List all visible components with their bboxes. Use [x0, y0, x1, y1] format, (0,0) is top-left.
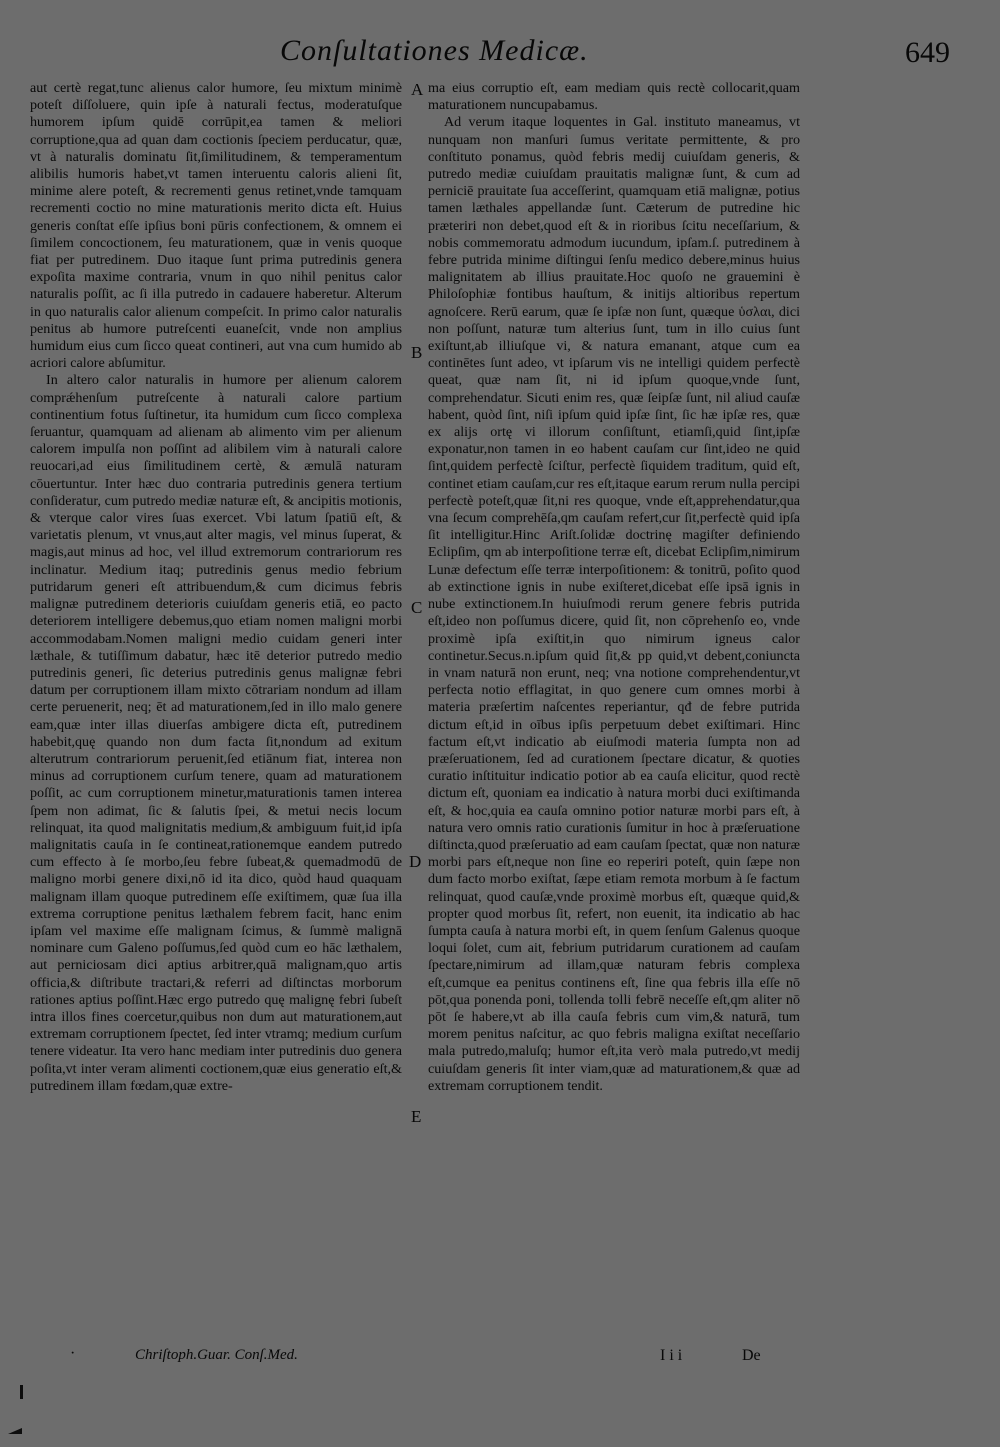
- signature-mark: I i i: [660, 1347, 683, 1364]
- margin-letter-c: C: [411, 598, 423, 617]
- ink-speck: [8, 1428, 22, 1434]
- right-column: [428, 80, 800, 1095]
- margin-letter-a: A: [411, 80, 424, 99]
- right-paragraph-1: ma eius corruptio eſt, eam mediam quis rectè collocarit,quam maturationem nuncupabamus.: [428, 80, 800, 114]
- right-paragraph-2: Ad verum itaque loquentes in Gal. instituto maneamus, vt nunquam non manſuri ſumus veritate permittente, & pro conſtituto ponamus, quòd febris medij cuiuſdam generis, & putredo mediæ cuiuſdam prauitatis malignæ ſunt, & cum ad perniciē prauitate ſua acceſſerint, quamquam etiā malignæ, potius tamen læthales appellandæ ſunt. Cæterum de putredine hic præteriri non debet,quod eſt & in rioribus ſcitu neceſſarium, & nobis commemoratu admodum iucundum, ipſam.ſ. putredinem à febre putrida minime diſtingui ſenſu medico debere,minus huius malignitatem ab illius prauitate.Hoc quoſo ne grauemini è Philoſophiæ fontibus hauſtum, & initijs altioribus repertum agnoſcere. Rerū earum, quæ ſe ipſæ non ſunt, quæque ὑσλαι, dici non poſſunt, naturæ tum alterius ſunt, tum in illo cuius ſunt exiſtunt,ab illiuſque vi, & natura emanant, atque cum ea continētes ſunt adeo, vt ipſarum vis ne intelligi quidem perfectè queat, quæ nam ſit, ni id ipſum quoque,vnde ſunt, comprehendatur. Sicuti enim res, quæ ſeipſæ ſunt, nil aliud cauſæ habent, quòd ſint, niſi ipſum quid ipſæ ſint, ſic hæ ipſæ res, quæ ex alijs ortę vi illorum conſiſtunt, etiamſi,quid ſint,ipſæ exponatur,non tamen in eo habent cauſam cur ſint,ideo ne quid ſint,quidem perfectè ſciſtur, perfectè ſiquidem traditum, quid eſt, continet etiam cauſam,cur res eſt,itaque earum rerum nulla percipi perfectè poteſt,quæ ſit,ni res quoque, vnde eſt,apprehendatur,qua vna ſecum comprehēſa,qm cauſam refert,cur ſit,perfectè quid ipſa ſit intelligitur.Hinc Ariſt.ſolidæ doctrinę magiſter definiendo Eclipſim, qm ab interpoſitione terræ eſt, dicebat Eclipſim,nimirum Lunæ defectum eſſe terræ interpoſitionem: & tonitrū, poſito quod ab extinctione ignis in nube exiſteret,dicebat eſſe ipsā ignis in nube extinctionem.In huiuſmodi rerum genere febris putrida eſt,ideo non poſſumus dicere, quid ſit, non cōprehenſo eo, vnde proximè ipſa exiſtit,in quo nimirum igneus calor continetur.Secus.n.ipſum quid ſit,& pp quid,vt debent,coniuncta in vnam naturā non erunt, neq; vna notione comprehendentur,vt perfecta notio efflagitat, in quo genere cum omnes morbi à materia præſertim naſcentes reperiantur, qđ de febre putrida dictum eſt,id in oībus ipſis perpetuum debet exiſtimari. Hinc factum eſt,vt indicatio ab eiuſmodi materia ſumpta non ad præſeruationem, ſed ad curationem ſpectare dicatur, & quoties curatio inſtituitur indicatio potior ab ea cauſa elicitur, quod rectè dictum eſt, quoniam ea indicatio à natura morbi duci exiſtimanda eſt, & hoc,quia ea cauſa omnino potior naturæ morbi pars eſt, à natura vero omnis ratio curationis ſumitur in hoc à præſeruatione diſtincta,quod præſeruatio ad eam cauſam ſpectat, quæ non naturæ morbi pars eſt,neque non ſine eo reperiri poteſt, quin ſæpe non dum facto morbo exiſtat, ſæpe etiam remota morbum à ſe factum relinquat, quod cauſæ,vnde proximè morbus eſt, quæque quid,& propter quod morbus ſit, refert, non euenit, ita indicatio ab hac ſumpta cauſa à natura morbi eſt, in quem ſenſum Galenus quoque loqui ſolet, cum ait, febrium putridarum curationem ad cauſam ſpectare,nimirum ad illam,quæ naturam febris complexa eſt,cumque ea penitus continens eſt, ſine qua febris illa eſſe nō pōt,qua ponenda poni, tollenda tolli febrē neceſſe eſt,qm aliter nō pōt ſe habere,vt ab illa cauſa febris cum vim,& naturā, tum morem penitus naſcitur, ac quo febris maligna exiſtat neceſſario mala putredo,maluſq; humor eſt,ita verò mala putredo,vt medij cuiuſdam generis ſit inter viam,quæ ad maturationem,& quæ ad extremam corruptionem tendit.: [428, 114, 800, 1094]
- footer-author-line: Chriſtoph.Guar. Conſ.Med.: [135, 1347, 298, 1363]
- left-paragraph-2: In altero calor naturalis in humore per alienum calorem comprǽhenſum putreſcente à naturali calore partium continentium fotus ſuſtinetur, ita humidum cum ſicco complexa ſeruantur, quamquam ad alienam ab alimento vim per alienum calorem impulſa non poſſint ad alibilem vim à naturali calore reuocari,ad eius ſimilitudinem certè, & æmulā naturam cōuertuntur. Inter hæc duo contraria putredinis genera tertium conſideratur, cum putredo mediæ naturæ eſt, & ancipitis motionis, & vterque calor vires ſuas exercet. Vbi latum ſpatiū eſt, & varietatis plenum, vt vnus,aut alter magis, vel minus ſuperat, & magis,aut minus ad hoc, vel illud extremorum contrariorum res inclinatur. Medium itaq; putredinis genus medio febrium putridarum generi eſt attribuendum,& cum dicimus febris malignæ putredinem deterioris cuiuſdam generis etiā, eo pacto deteriorem intelligere debemus,quo etiam nomen maligni morbi accommodabam.Nomen maligni medio cuidam generi inter læthale, & tutiſſimum dabatur, hæc itē deterior putredo medio putredinis generi, ſic deterius putredinis genus malignæ febri datum per corruptionem illam mixto cōtrariam nondum ad illam certe peruenerit, neq; ēt ad maturationem,ſed in illo malo genere eam,quæ inter illas diuerſas ambigere dicta eſt, putredinem habebit,quę quando non dum facta ſit,nondum ad exitum alterutrum contrariorum peruenit,ſed etiānum fiat, interea non minus ad corruptionem curſum tenere, quam ad maturationem poſſit, ac cum corruptionem minetur,maturationis tamen interea ſpem non adimat, ſic & ſalutis ſpei, & metui necis locum relinquat, ita quod malignitatis medium,& ambiguum fuit,id ipſa malignitatis cauſa in ſe contineat,rationemque eandem putredo cum effecto à ſe morbo,ſeu febre ſubeat,& quemadmodū de maligno morbi genere dixi,nō id ita dico, quòd haud quaquam malignam illam quoque putredinem eſſe exiſtimem, quæ ſua illa extrema corruptione penitus læthalem febrem facit, hanc enim ipſam vel maxime eſſe malignam ſcimus, & ſummè malignā nominare cum Galeno poſſumus,ſed quòd cum eo hāc læthalem, aut perniciosam dici aptius arbitrer,quā malignam,quo artis officia,& diſtribute tractari,& referri ad diſtinctas morborum rationes aptius poſſint.Hæc ergo putredo quę malignę febri ſubeſt intra illos fines coercetur,quibus non dum aut maturationem,aut extremam corruptionem ſpectet, ſed inter vtramq; medium curſum tenere videatur. Ita vero hanc mediam inter putredinis duo genera poſita,vt inter veram alimenti coctionem,quæ eius generatio eſt,& putredinem illam fœdam,quæ extre-: [30, 372, 402, 1094]
- margin-letter-e: E: [411, 1107, 422, 1126]
- footer-mark: ·: [70, 1345, 76, 1362]
- running-title: Conſultationes Medicæ.: [280, 34, 589, 67]
- page-number: 649: [905, 36, 950, 69]
- left-column: [30, 80, 402, 1095]
- margin-letter-b: B: [411, 343, 423, 362]
- catchword: De: [742, 1347, 761, 1364]
- margin-letter-d: D: [409, 852, 422, 871]
- left-paragraph-1: aut certè regat,tunc alienus calor humore, ſeu mixtum minimè poteſt diſſoluere, quin ipſe à naturali fectus, moderatuſque humorem ipſum quidē corrūpit,ea tamen & meliori corruptione,qua ad quan dam coctionis ſpeciem perducatur, quæ, vt à naturalis dominatu ſit,ſimilitudinem, & temperamentum alibilis humoris habet,vt tamen interuentu caloris alieni ſit, minime alere poteſt, & recrementi genus retinet,vnde tamquam recrementi coctio no mine maturationis merito dicta eſt. Huius generis conſtat eſſe ipſius boni pūris confectionem, & omnem ei ſimilem concoctionem, ſeu maturationem, quæ in venis quoque fiat per putredinem. Duo itaque ſunt prima putredinis genera expoſita maxime contraria, vnum in quo nihil penitus calor naturalis poſſit, ac ſi illa putredo in cadauere haberetur. Alterum in quo naturalis calor alienum compeſcit. In primo calor naturalis penitus ab humore putreſcenti euaneſcit, vnde non amplius humidum eius cum ſicco queat contineri, aut vna cum humido ab acriori calore abſumitur.: [30, 80, 402, 372]
- ink-speck: [20, 1385, 23, 1399]
